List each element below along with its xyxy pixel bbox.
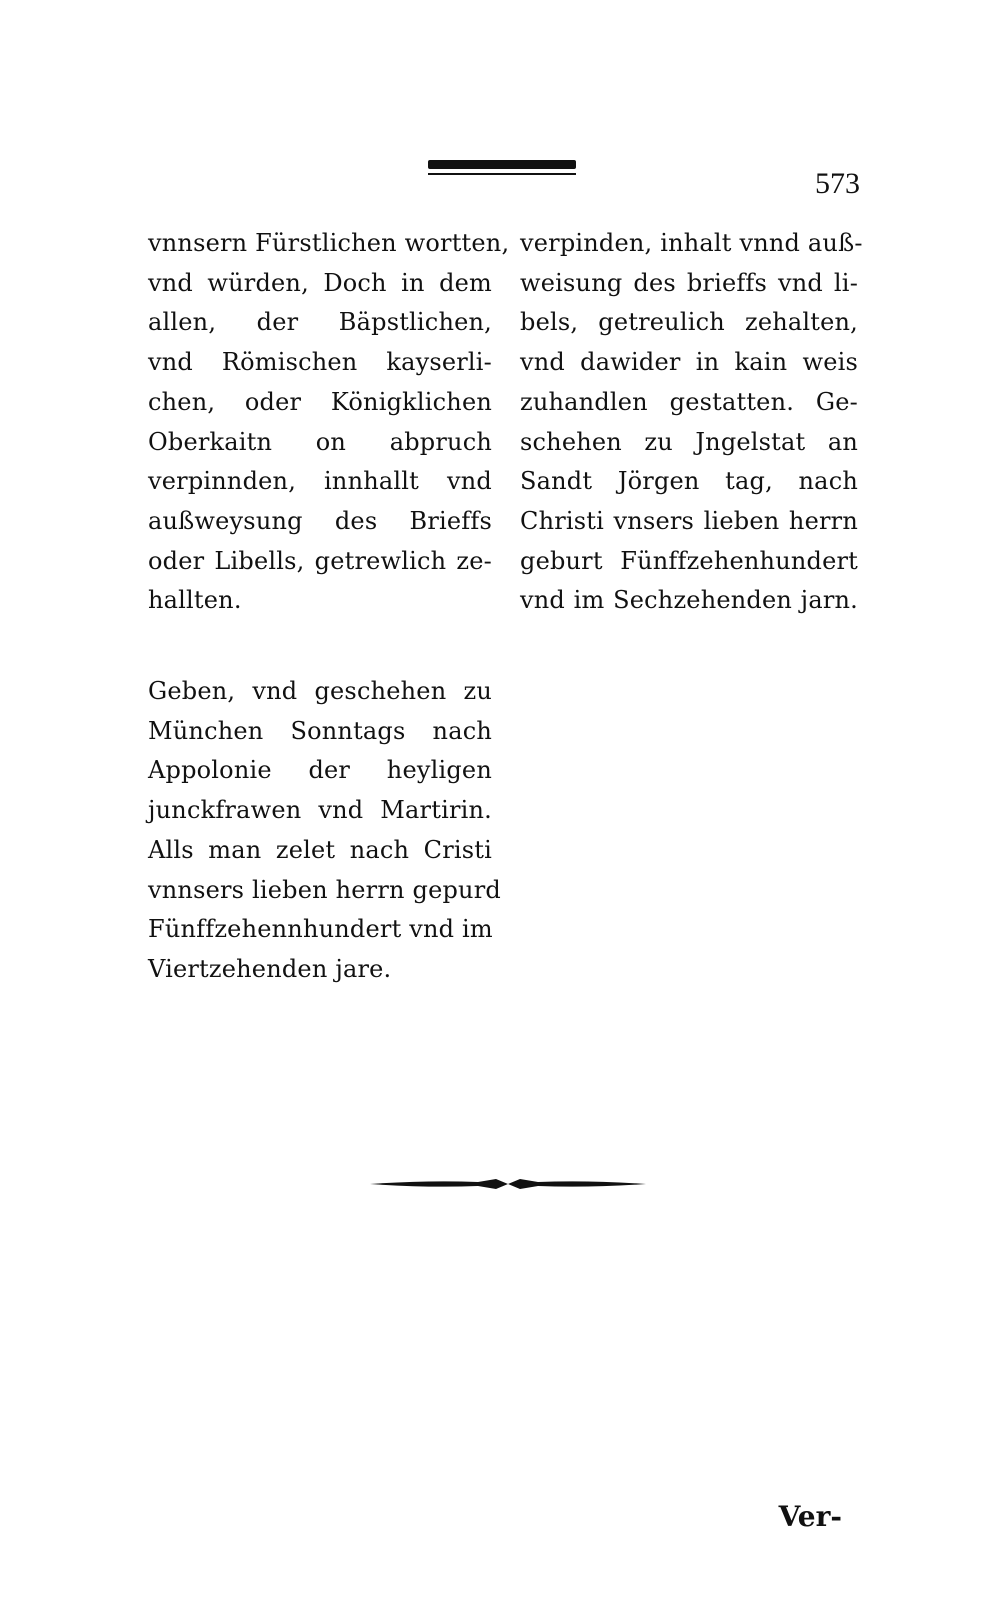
text-line: Alls man zelet nach Cristi xyxy=(148,835,492,864)
text-line: München Sonntags nach xyxy=(148,716,492,745)
text-line: vnd im Sechzehenden jarn. xyxy=(520,586,858,615)
text-line: vnd Römischen kayserli- xyxy=(148,348,492,377)
right-column-text xyxy=(520,224,863,621)
text-line: verpinnden, innhallt vnd xyxy=(148,467,492,496)
left-column-text xyxy=(148,224,510,621)
header-rule xyxy=(428,160,576,178)
text-line: vnnsern Fürstlichen wortten, xyxy=(148,229,510,257)
text-line: chen, oder Königklichen xyxy=(148,387,492,416)
text-line: hallten. xyxy=(148,586,242,615)
text-line: zuhandlen gestatten. Ge- xyxy=(520,387,858,416)
page-number: 573 xyxy=(815,167,860,200)
text-line: Sandt Jörgen tag, nach xyxy=(520,467,858,496)
text-line: geburt Fünffzehenhundert xyxy=(520,546,858,575)
text-line: schehen zu Jngelstat an xyxy=(520,427,858,456)
text-line: allen, der Bäpstlichen, xyxy=(148,308,492,337)
text-line: bels, getreulich zehalten, xyxy=(520,308,858,337)
text-line: Fünffzehennhundert vnd im xyxy=(148,915,493,944)
text-line: Viertzehenden jare. xyxy=(148,954,392,983)
text-line: weisung des brieffs vnd li- xyxy=(520,268,858,297)
text-line: Appolonie der heyligen xyxy=(148,756,492,785)
text-line: junckfrawen vnd Martirin. xyxy=(148,796,492,825)
text-line: vnd dawider in kain weis xyxy=(520,348,858,377)
text-line: vnd würden, Doch in dem xyxy=(148,268,492,297)
second-paragraph-text xyxy=(148,672,501,990)
text-line: außweysung des Brieffs xyxy=(148,506,492,535)
text-line: verpinden, inhalt vnnd auß- xyxy=(520,229,863,257)
catchword: Ver- xyxy=(778,1500,842,1533)
text-line: Geben, vnd geschehen zu xyxy=(148,677,492,705)
text-line: Christi vnsers lieben herrn xyxy=(520,506,858,535)
ornament-divider xyxy=(368,1174,648,1194)
text-line: oder Libells, getrewlich ze- xyxy=(148,546,492,575)
text-line: vnnsers lieben herrn gepurd xyxy=(148,875,501,904)
header-rule-thin xyxy=(428,173,576,175)
text-line: Oberkaitn on abpruch xyxy=(148,427,492,456)
header-rule-thick xyxy=(428,160,576,169)
